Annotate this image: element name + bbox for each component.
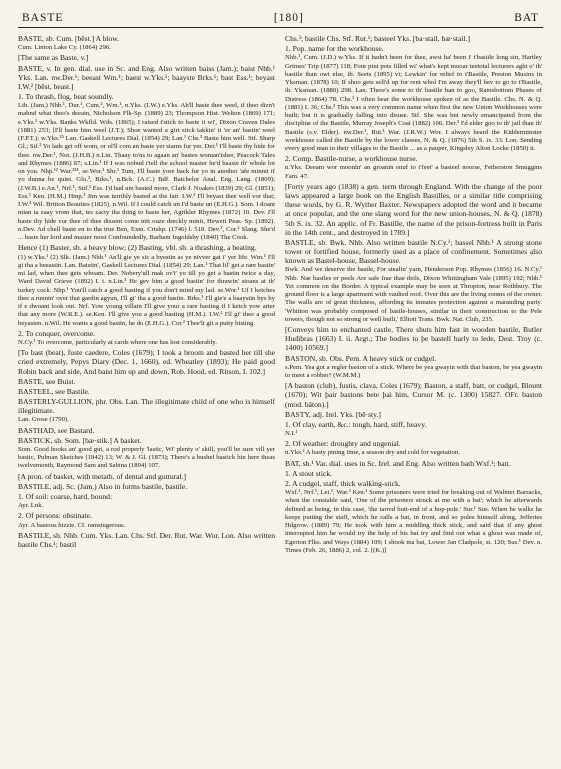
left-column (18, 34, 275, 768)
entry-headword-paragraph: BASTY, adj. Irel. Yks. [bē·sty.] (285, 409, 381, 419)
entry-headword-paragraph: BASTE, v. In gen. dial. use in Sc. and Eng. Also written baiss (Jam.); baist Nhb.¹ Yks. Lan. nw.Der.¹; beeast Wm.¹; baest w.Yks.¹; baayste Brks.¹; bast Ess.¹; beyast I.W.² [bēst, beast.] (18, 63, 275, 91)
citation-paragraph: Ayr. Lnk. (18, 502, 44, 510)
sense-paragraph: 2. Comp. Bastile-nurse, a workhouse nurse. (285, 154, 418, 164)
entry-headword-paragraph: BASTERLY-GULLION, phr. Obs. Lan. The illegitimate child of one who is himself illegitimate. (18, 397, 275, 416)
right-column (285, 34, 542, 768)
header-right-headword: BAT (514, 12, 539, 24)
entry-headword-paragraph: BAT, sb.¹ Var. dial. uses in Sc. Irel. and Eng. Also written bath Wxf.¹; batt. (285, 458, 511, 468)
sense-paragraph: 2. Of persons: obstinate. (18, 511, 93, 521)
citation-paragraph: Cum. Linton Lake Cy. (1864) 296. (18, 44, 111, 52)
sense-paragraph: [Conveys him to enchanted castle, There shuts him fast in wooden bastile, Butler Hudibras (1663) I. ii. Argt.; The bodies to þe bastell barly to lede, Dest. Troy (c. 1400) 10569.] (285, 325, 542, 353)
citation-paragraph: n.Yks.² A basty pining time, a season dry and cold for vegetation. (285, 449, 460, 457)
sense-paragraph: 1. A stout stick. (285, 468, 333, 478)
entry-headword-paragraph: BASTILE, sb. Nhb. Cum. Yks. Lan. Chs. Stf. Der. Rut. War. Wor. Lon. Also written bastile Chs.¹; bastil (18, 530, 275, 549)
page-number: [180] (273, 12, 304, 24)
sense-paragraph: Hence (1) Baster, sb. a heavy blow; (2) Basting, vbl. sb. a thrashing, a beating. (18, 243, 257, 253)
entry-headword-paragraph: BASTILE, adj. Sc. (Jam.) Also in forms bastile, bastile. (18, 481, 188, 491)
citation-paragraph: Som. Good hooks an' good gut, a rod properly 'lastic, Wi' plenty o' skill, you'll be sure vill yer bastic, Pulman Sketches (1842) 13; W. & J. Gl. (1873); There's a bushel bastick bin here theas twelvemonth, Raymond Sam and Sabina (1894) 107. (18, 445, 275, 470)
entry-headword-paragraph: BASTICK, sb. Som. [bæ·stik.] A basket. (18, 435, 142, 445)
sense-paragraph: [Forty years ago (1838) a gen. term through England. With the change of the poor laws appeared a large book on the English Bastilles, or a similar title comprising these words, by G. R. Wyther Baxter. Newspapers adopted the word and it became at once popular, and the one slang word for the new union-houses, N. & Q. (1878) 5th S. ix. 32. An applic. of Fr. Bastille, the name of the prison-fortress built in Paris in the 14th cent., and destroyed in 1789.] (285, 181, 542, 237)
citation-paragraph: N.I.¹ (285, 430, 298, 438)
running-header (18, 6, 543, 28)
sense-paragraph: 1. Pop. name for the workhouse. (285, 44, 384, 54)
entry-headword-paragraph: BASTLE, sb. Bwk. Nhb. Also written bastile N.Cy.¹; bassel Nhb.¹ A strong stone tower or fortified house, formerly used as a place of confinement. Sometimes also known as Bastel-house, Bassel-house. (285, 237, 542, 266)
citation-paragraph: Nhb.¹, Cum. (J.D.) w.Yks. If it hadn't been for thee, awst ha' been i' t'bastile long sin, Hartley Grimes' Trip (1877) 118; Four pint pots filled wi' what's kept mooar teetotal lecturers aght o' th' bastile than owt else, ib. Seets (1895) vi; Lewkin' for relief to t'Bastile, Preston Musins in Yksman. (1878) 10; If shoo gets sell'd up for rent whol I'm away they'll hev to go to t'Bastile, ib. Yksman. (1880) 298. Lan. There's some to th' bastile han to goo, Ramsbottom Phases of Distress (1864) 78. Chs.¹ I often hear the workhouse spoken of as the Bastile. Chs. N. & Q. (1881) I. 36; Chs.³ This was a very common name when first the new Union Workhouses were built; but it is gradually falling into disuse. Stf. She was but newly emancipated from the discipline of the Bastile, Murray Joseph's Coat (1882) 106. Der.² I'd elder goo to th' jail than th' Bastile (s.v. Elder). nw.Der.¹, Rut.¹ War. (J.R.W.) Wor. I always heard the Kidderminster workhouse called the Bastile by the lower classes, N. & Q. (1876) 5th S. ix. 33. Lon. Sending every good man in their villages to the Bastile ... as a pauper, Kingsley Alton Locke (1850) ii. (285, 54, 542, 153)
citation-paragraph: n.Yks. Deeam wor moonin' an groanin enuf to t'feet' a basteel noorse, Fetherston Smuggins Fam. 47. (285, 164, 542, 180)
sense-paragraph: 1. To thrash, flog, beat soundly. (18, 92, 114, 102)
sense-paragraph: [To bast (beat), fuste caedere, Coles (1679); I took a broom and basted her till she cried extremely, Pepys Diary (Dec. 1, 1660), ed. Wheatley (1893); He paid good Robin back and side, And baist him up and down, Rob. Hood, ed. Ritson, I. 102.] (18, 348, 275, 376)
sense-paragraph: 1. Of soil: coarse, hard, bound: (18, 491, 113, 501)
sense-paragraph: [A baston (club), fustis, clava, Coles (1679); Baston, a staff, batt, or cudgel, Blount (1670); Wit þair bastons bete þai him, Cursor M. (c. 1300) 15827. OFr. baston (mod. bâton).] (285, 381, 542, 409)
entry-headword-paragraph: BASTEEL, see Bastile. (18, 386, 90, 396)
entry-headword-paragraph: BASTHAD, see Bastard. (18, 425, 95, 435)
citation-paragraph: Bwk. And we deserve the bastle, For stealin' yarn, Henderson Pop. Rhymes (1856) 16. N.Cy.¹ Nhb. Nae bastles or peels Are safe frae thae deils, Dixon Whittingham Vale (1895) 192; Nhb.¹ Yet common on the Border. A typical example may be seen at Thropton, near Rothbury. The ground floor is a large apartment with vaulted roof. Over this are the living rooms of the owner. The walls are of great thickness, affording its inmates protection against a marauding party. 'Whitton was probably composed of bastle-houses, similar in their construction to the Pele towers, though not so strong or well built,' Elliott Trans. Bwk. Nat. Club, 235. (285, 266, 542, 323)
sense-paragraph: [A pron. of basket, with metath. of dental and guttural.] (18, 471, 187, 481)
two-column-body (18, 34, 543, 768)
citation-paragraph: N.Cy.¹ To overcome, particularly at cards where one has lost considerably. (18, 339, 217, 346)
citation-paragraph: (1) w.Yks.¹ (2) Slk. (Jam.) Nhb.¹ An'll gie ye sic a byestin as ye nivver gat i' yer life. Wm.¹ I'll gi tha a beeastin. Lan. Baistin', Gaskell Lectures Dial. (1854) 29; Lan.¹ That lil' get a rare bastin' mi lad, when thee gets whoam. Der. Nobery'ull mak ov't' yo till yo get a bastin twice a day, Ward David Grieve (1892) I. i. n.Lin.¹ He gev him a good bastin' for thrawin' stoans at th' turkey cock. Nhp.¹ You'll catch a good basting if you don't mind my lad. se.Wor.¹ Uf I ketches thee a runnin' over that gardin agyun, I'll gi' tha a good bastin. Brks.¹ I'll gie'e a baaystin bys by if e dwoant look out. Nrf. Yow young villain I'll give your a rare basting if I ketch yow arter that any more (W.R.E.). se.Ken. I'll give you a good basting (H.M.). I.W.² I'll gi' thee a good beyasten. n.Wil. He wants a good bastin, he do (E.H.G.). Cor.² Thee'lt git a putty bisting. (18, 253, 275, 327)
citation-paragraph: Wxf.¹, Nrf.¹, Lei.¹, War.³ Ken.¹ Some prisoners were tried for breaking out of Walmer Barracks, when the constable said, 'One of the prisoners struck at me with a bat'; which he afterwards defined as being, in this case, 'the tarred butt-end of a hop-pole.' Sur.¹ Sus. When he walks he keeps putting the staff, which he calls a bat, in front, and so poles himself along, Jefferies Hdgrow. (1889) 79; He took with him a middling thick stick, and said that if any ghost interrupted him he would try the help of his bat try and find out what a ghost was made of, Egerton Flks. and Ways (1884) 109; I shook ma bat, Lower Jan Cladpole, st. 120; Sus.¹ Dev. n. Times (Feb. 26, 1886) 2, col. 2. [(K.)] (285, 489, 542, 554)
entry-headword-paragraph: BASTE, see Buist. (18, 376, 76, 386)
entry-headword-paragraph: BASTON, sb. Obs. Pem. A heavy stick or cudgel. (285, 353, 437, 363)
sense-paragraph: 2. A cudgel, staff, thick walking-stick. (285, 479, 401, 488)
citation-paragraph: Lth. (Jam.) Nhb.¹, Dur.¹, Cum.², Wm.¹, n.Yks. (I.W.) e.Yks. Ah'll baste thee weel, if thoo dizn't mahnd what thoo's deeain, Nicholson Flk-Sp. (1889) 23; Thompson Hist. Welton (1869) 171; e.Yks.¹ w.Yks. Banks Wkfld. Wds. (1865); I raised t'stick to baste it wi', Dixon Craven Dales (1881) 253; [I'll baste him weel (J.T.); Shoe wanted a girt stick takkin' ti 'er an' bastin' weel (F.P.T.); w.Yks.²⁵ Lan. Gaskell Lectures Dial. (1854) 29; Lan.¹ Chs.³ Baste him well. Stf. Sharp Gl.; Stf.² Yo lads get off wom, or ol'll com an baste yer starns fur yer. Der.¹ I'll baste thy hide for thee. nw.Der.¹, Not. (J.H.B.) n.Lin. Thaay to'ns to agaan an' bastes woman'isher, Peacock Tales and Rhymes (1886) 87; s.Lin.¹ If I was nobud t'tell the school master he'd baaste th' whole lot on you. Nhp.¹² War.²³⁴, se.Wor.¹ Shr.¹ Tum, I'll baste yore back fur yo in another 'afe minnit if yo dunna be quiet. Glo.², Brks.¹, n.Bck. (A.C.) Bdf. Batchelor Anal. Eng. Lang. (1809); (J.W.B.) e.An.¹, Nrf.¹, Suf.¹ Ess. I'd had um basted more, Clark J. Noakes (1839) 29; Gl. (1851); Ess.¹ Ken. (H.M.) Hmp.¹ Jim was terribly basted at the fair. I.W.¹ I'll beyast thee well vor that; I.W.² Wil. Britton Beauties (1825). n.Wil. If I could catch un I'd baste un (E.H.G.). Som. I doant mian ta zaay vrom that, tes zacty tha thing to baste her, Agrikler Rhymes (1872) 10. Dev. I'll baste thy hide vur thee of thee dissent come intt ouze dreckly minit, Hewett Peas. Sp. (1892). n.Dev. Ad chell baste en to tha true Ben, Exm. Crtshp. (1746) l. 518. Dev.³, Cor.² Slang. She'd ... baste her lord and master most Confoundedly, Barham Ingoldsby (1840) The Cook. (18, 102, 275, 242)
sense-paragraph: Chs.³; bastile Chs. Stf. Rut.¹; basteel Yks. [ba·stail, bæ·stail.] (285, 34, 471, 43)
citation-paragraph: Lan. Grose (1790). (18, 416, 69, 424)
header-left-headword: BASTE (22, 12, 64, 24)
citation-paragraph: Ayr. A bastous hizzie. Cf. ramstugerous. (18, 521, 126, 529)
sense-paragraph: 1. Of clay, earth, &c.: tough, hard, stiff, heavy. (285, 419, 427, 429)
entry-headword-paragraph: BASTE, sb. Cum. [bēst.] A blow. (18, 34, 120, 43)
sense-paragraph: [The same as Baste, v.] (18, 53, 89, 63)
sense-paragraph: 2. To conquer, overcome. (18, 328, 96, 338)
citation-paragraph: s.Pem. Yea got a regler baston of a stick. Where be yea gwayin with that baston, be yea gwayin to meet a robber? (W.M.M.) (285, 363, 542, 379)
sense-paragraph: 2. Of weather: droughty and ungenial. (285, 439, 401, 449)
